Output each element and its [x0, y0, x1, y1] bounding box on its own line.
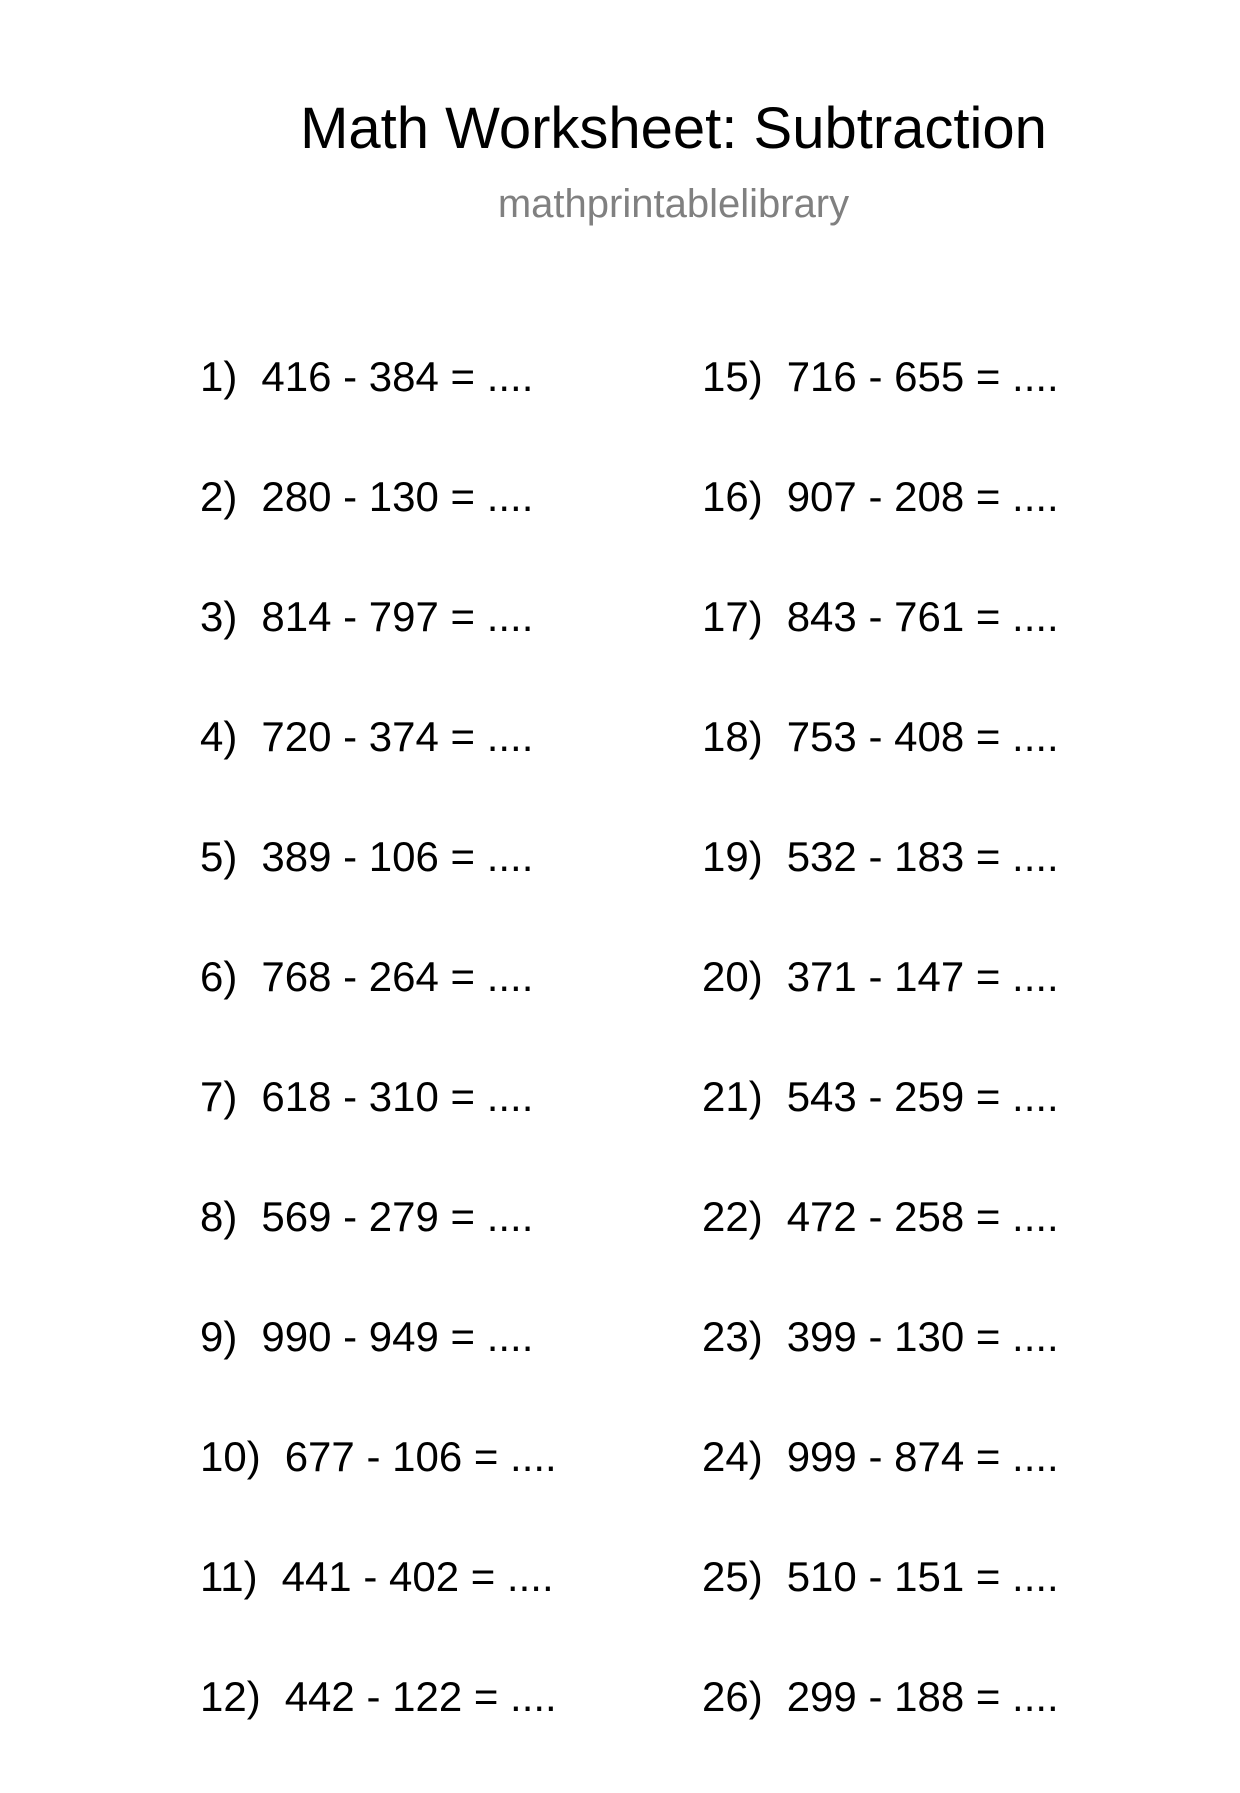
problem-item: [702, 953, 1059, 1073]
problem-number: 12): [200, 1673, 261, 1720]
problem-item: [200, 1433, 557, 1553]
problem-item: [702, 1193, 1059, 1313]
problem-number: 17): [702, 593, 763, 640]
problem-number: 19): [702, 833, 763, 880]
problem-number: 22): [702, 1193, 763, 1240]
problem-number: 21): [702, 1073, 763, 1120]
problem-number: 20): [702, 953, 763, 1000]
problem-expression: 999 - 874 = ....: [786, 1433, 1059, 1480]
problem-expression: 280 - 130 = ....: [261, 473, 534, 520]
problem-expression: 677 - 106 = ....: [284, 1433, 557, 1480]
problem-expression: 768 - 264 = ....: [261, 953, 534, 1000]
problem-number: 11): [200, 1553, 258, 1600]
left-problem-column: [200, 353, 557, 1793]
problem-item: [200, 1193, 557, 1313]
problem-item: [200, 473, 557, 593]
problem-item: [702, 1553, 1059, 1673]
problem-item: [702, 1073, 1059, 1193]
problem-item: [200, 1553, 557, 1673]
problem-number: 5): [200, 833, 238, 880]
problem-item: [702, 1313, 1059, 1433]
problem-expression: 389 - 106 = ....: [261, 833, 534, 880]
problem-expression: 814 - 797 = ....: [261, 593, 534, 640]
problem-item: [702, 593, 1059, 713]
problem-expression: 510 - 151 = ....: [786, 1553, 1059, 1600]
worksheet-subtitle: mathprintablelibrary: [497, 182, 850, 226]
problem-expression: 843 - 761 = ....: [786, 593, 1059, 640]
problem-expression: 753 - 408 = ....: [786, 713, 1059, 760]
problem-expression: 299 - 188 = ....: [786, 1673, 1059, 1720]
problem-expression: 716 - 655 = ....: [786, 353, 1059, 400]
problem-item: [200, 833, 557, 953]
problem-item: [200, 353, 557, 473]
problem-number: 10): [200, 1433, 261, 1480]
problem-item: [200, 1673, 557, 1793]
problem-expression: 416 - 384 = ....: [261, 353, 534, 400]
problem-number: 18): [702, 713, 763, 760]
problem-expression: 543 - 259 = ....: [786, 1073, 1059, 1120]
problem-item: [200, 1073, 557, 1193]
problem-number: 25): [702, 1553, 763, 1600]
problem-expression: 532 - 183 = ....: [786, 833, 1059, 880]
problem-number: 7): [200, 1073, 238, 1120]
problem-item: [200, 713, 557, 833]
problem-expression: 472 - 258 = ....: [786, 1193, 1059, 1240]
problem-expression: 569 - 279 = ....: [261, 1193, 534, 1240]
worksheet-title: Math Worksheet: Subtraction: [300, 96, 1047, 161]
problem-number: 26): [702, 1673, 763, 1720]
problem-expression: 618 - 310 = ....: [261, 1073, 534, 1120]
problem-item: [702, 1433, 1059, 1553]
problem-number: 9): [200, 1313, 238, 1360]
problem-number: 6): [200, 953, 238, 1000]
problem-number: 16): [702, 473, 763, 520]
problem-item: [702, 713, 1059, 833]
problem-item: [702, 473, 1059, 593]
problem-item: [702, 1673, 1059, 1793]
problem-number: 8): [200, 1193, 238, 1240]
problem-expression: 990 - 949 = ....: [261, 1313, 534, 1360]
problem-number: 2): [200, 473, 238, 520]
problem-number: 3): [200, 593, 238, 640]
problem-expression: 399 - 130 = ....: [786, 1313, 1059, 1360]
right-problem-column: [702, 353, 1059, 1793]
problem-expression: 441 - 402 = ....: [281, 1553, 554, 1600]
problem-expression: 907 - 208 = ....: [786, 473, 1059, 520]
problem-expression: 371 - 147 = ....: [786, 953, 1059, 1000]
problem-item: [702, 833, 1059, 953]
problem-number: 24): [702, 1433, 763, 1480]
problem-number: 4): [200, 713, 238, 760]
problem-item: [200, 953, 557, 1073]
problem-expression: 720 - 374 = ....: [261, 713, 534, 760]
problem-expression: 442 - 122 = ....: [284, 1673, 557, 1720]
problem-number: 15): [702, 353, 763, 400]
problem-number: 1): [200, 353, 238, 400]
problem-number: 23): [702, 1313, 763, 1360]
problem-item: [702, 353, 1059, 473]
problem-item: [200, 1313, 557, 1433]
problem-item: [200, 593, 557, 713]
